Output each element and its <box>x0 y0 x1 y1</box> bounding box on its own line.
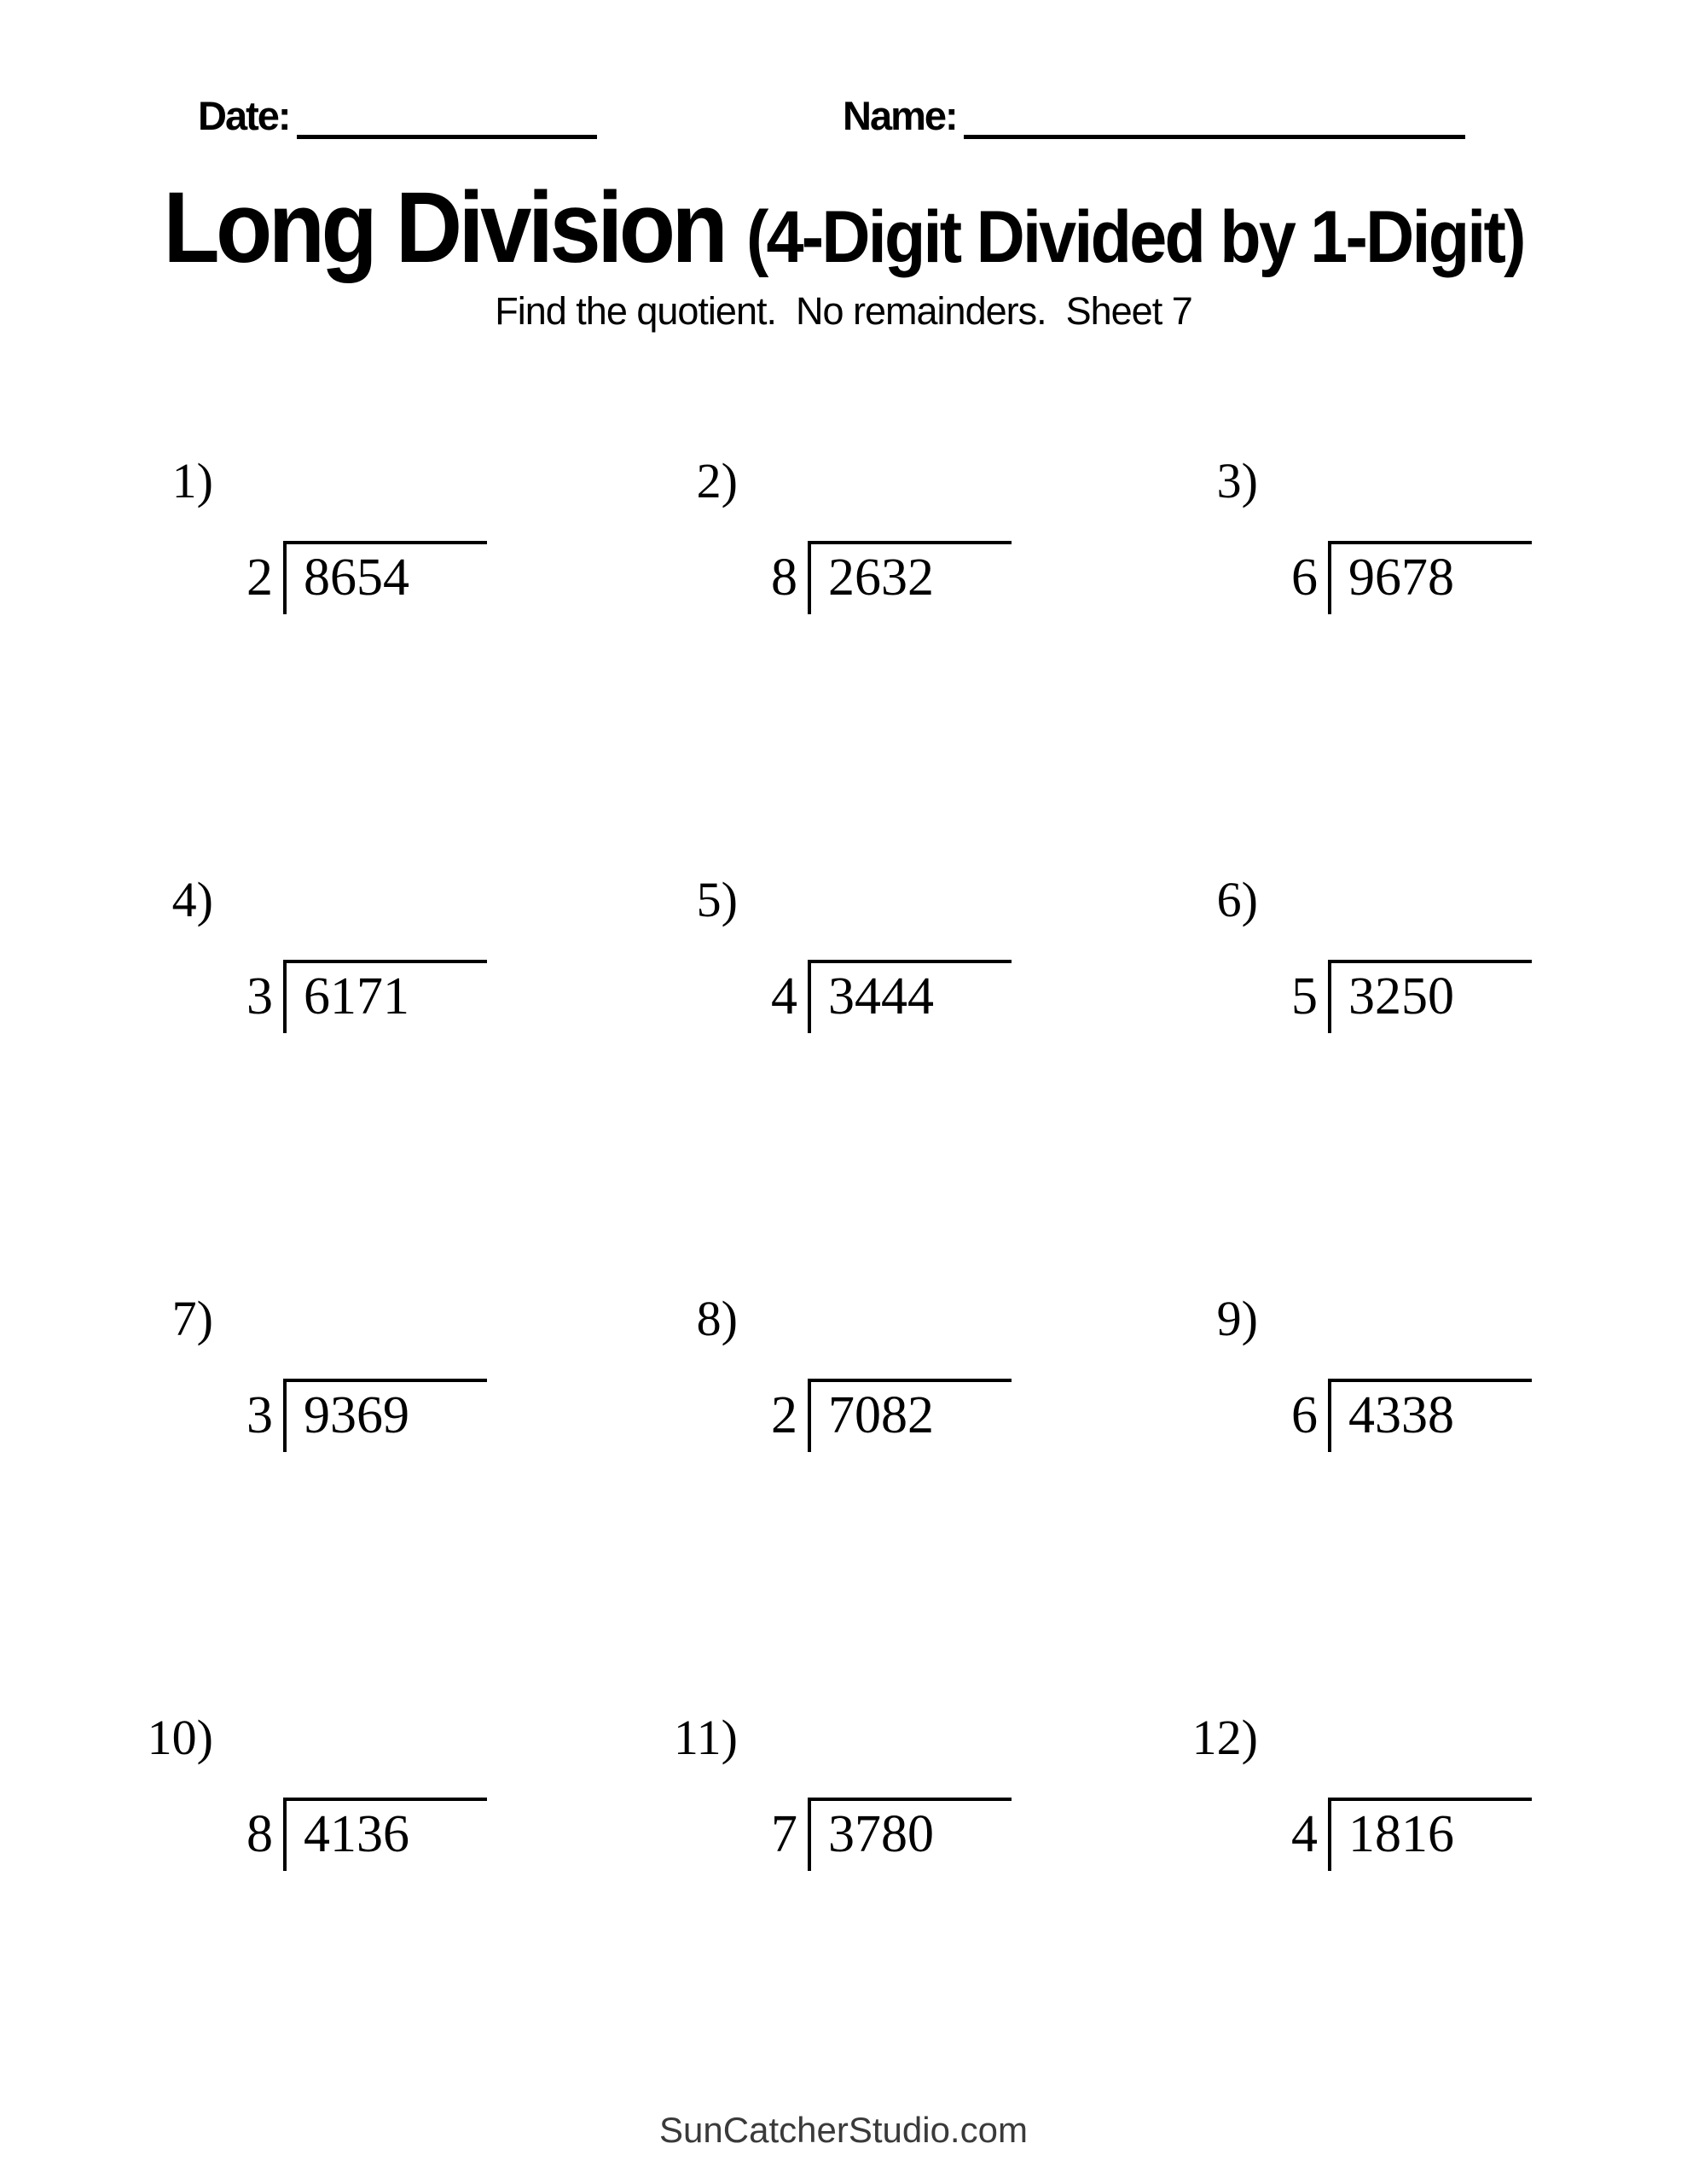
problem-number: 8) <box>696 1291 738 1346</box>
divisor: 7 <box>771 1805 797 1863</box>
division-bracket-dividend: 9369 <box>283 1379 487 1452</box>
division-bracket-dividend: 3780 <box>808 1798 1012 1871</box>
problem-cell <box>111 427 635 845</box>
problem-cell <box>635 427 1156 845</box>
problem-cell <box>635 1683 1156 2102</box>
date-field <box>198 93 597 139</box>
division-expression <box>220 1379 635 1452</box>
problem-number: 4) <box>171 872 213 927</box>
division-expression <box>220 960 635 1033</box>
problem-cell <box>635 1264 1156 1683</box>
divisor: 6 <box>1291 549 1318 607</box>
division-bracket-dividend: 6171 <box>283 960 487 1033</box>
divisor: 3 <box>246 1386 273 1444</box>
problem-number: 7) <box>171 1291 213 1346</box>
name-label: Name: <box>843 93 957 138</box>
divisor: 2 <box>771 1386 797 1444</box>
division-expression <box>745 1798 1156 1871</box>
problem-cell <box>111 845 635 1264</box>
problem-number: 12) <box>1191 1710 1258 1765</box>
divisor: 4 <box>771 967 797 1025</box>
problem-number: 9) <box>1216 1291 1258 1346</box>
division-bracket-dividend: 9678 <box>1328 541 1532 614</box>
page-title <box>67 171 1620 284</box>
divisor: 2 <box>246 549 273 607</box>
divisor: 5 <box>1291 967 1318 1025</box>
division-expression <box>220 1798 635 1871</box>
division-expression <box>745 960 1156 1033</box>
date-underline <box>297 99 597 139</box>
division-expression <box>745 1379 1156 1452</box>
problem-cell <box>111 1683 635 2102</box>
division-bracket-dividend: 4338 <box>1328 1379 1532 1452</box>
division-bracket-dividend: 7082 <box>808 1379 1012 1452</box>
problem-cell <box>1156 845 1574 1264</box>
problem-number: 6) <box>1216 872 1258 927</box>
problem-cell <box>1156 1264 1574 1683</box>
name-field <box>843 93 1465 139</box>
division-expression <box>1265 960 1574 1033</box>
problem-cell <box>635 845 1156 1264</box>
divisor: 8 <box>771 549 797 607</box>
division-bracket-dividend: 4136 <box>283 1798 487 1871</box>
date-label: Date: <box>198 93 290 138</box>
divisor: 6 <box>1291 1386 1318 1444</box>
problem-number: 11) <box>673 1710 738 1765</box>
page-title-main: Long Division <box>163 171 725 284</box>
problems-grid <box>111 427 1574 2102</box>
divisor: 4 <box>1291 1805 1318 1863</box>
division-bracket-dividend: 3250 <box>1328 960 1532 1033</box>
divisor: 8 <box>246 1805 273 1863</box>
worksheet-instructions: Find the quotient. No remainders. Sheet 7 <box>495 289 1192 333</box>
division-expression <box>220 541 635 614</box>
problem-number: 1) <box>171 453 213 508</box>
footer-site-text: SunCatcherStudio.com <box>659 2110 1028 2150</box>
division-bracket-dividend: 2632 <box>808 541 1012 614</box>
division-expression <box>745 541 1156 614</box>
problem-number: 3) <box>1216 453 1258 508</box>
problem-cell <box>1156 1683 1574 2102</box>
division-bracket-dividend: 8654 <box>283 541 487 614</box>
division-expression <box>1265 1798 1574 1871</box>
page-title-suffix: (4-Digit Divided by 1-Digit) <box>745 196 1524 278</box>
divisor: 3 <box>246 967 273 1025</box>
problem-number: 5) <box>696 872 738 927</box>
name-underline <box>964 99 1465 139</box>
division-expression <box>1265 541 1574 614</box>
problem-number: 10) <box>147 1710 213 1765</box>
division-expression <box>1265 1379 1574 1452</box>
division-bracket-dividend: 1816 <box>1328 1798 1532 1871</box>
problem-cell <box>111 1264 635 1683</box>
division-bracket-dividend: 3444 <box>808 960 1012 1033</box>
problem-number: 2) <box>696 453 738 508</box>
problem-cell <box>1156 427 1574 845</box>
